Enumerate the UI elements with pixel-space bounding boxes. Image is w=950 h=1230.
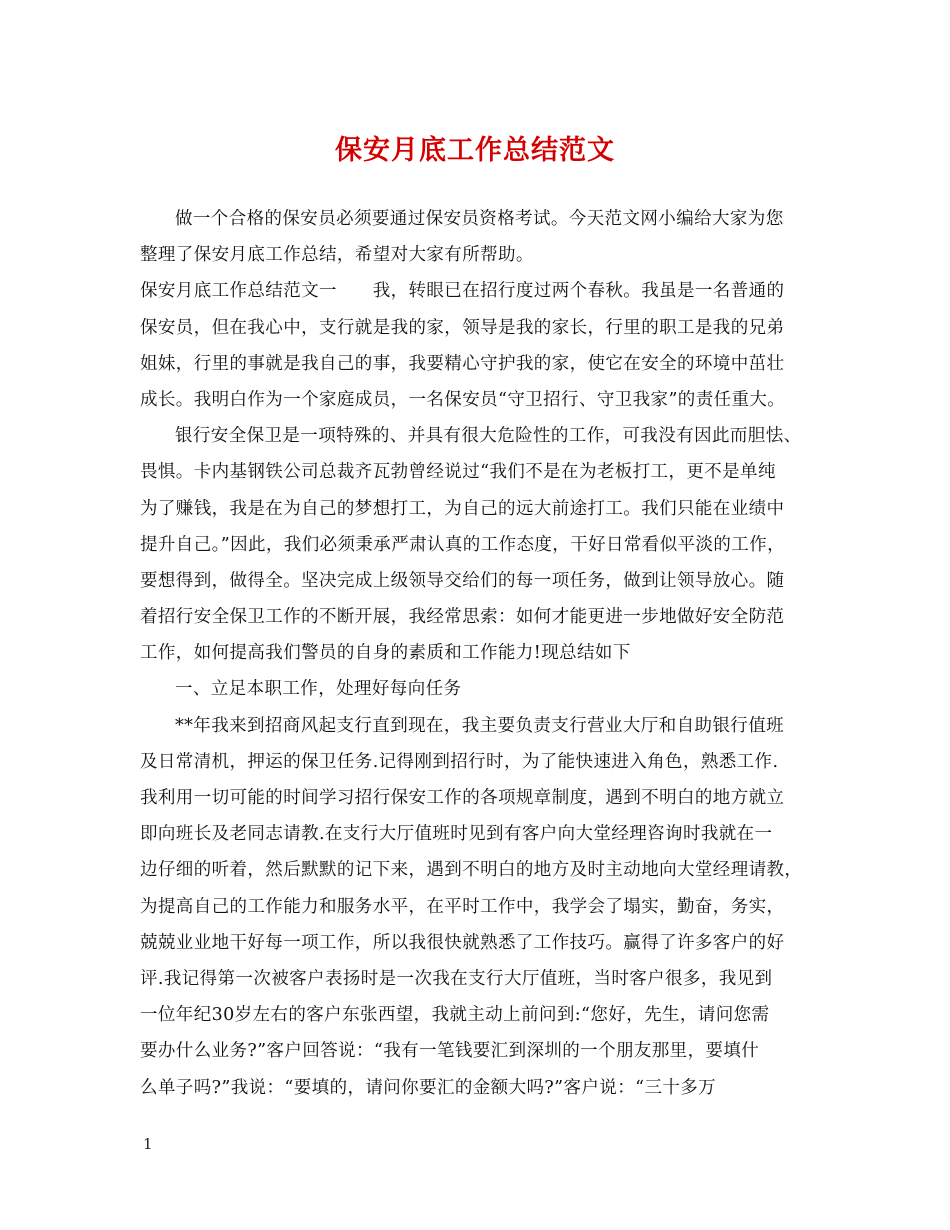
text-line: 提升自己。”因此，我们必须秉承严肃认真的工作态度，干好日常看似平淡的工作，: [140, 534, 785, 555]
text-line: 一位年纪30岁左右的客户东张西望，我就主动上前问到:“您好，先生，请问您需: [140, 1005, 770, 1026]
text-line: 做一个合格的保安员必须要通过保安员资格考试。今天范文网小编给大家为您: [175, 209, 784, 229]
text-line: 保安员，但在我心中，支行就是我的家，领导是我的家长，行里的职工是我的兄弟: [140, 317, 785, 338]
text-line: 边仔细的听着，然后默默的记下来，遇到不明白的地方及时主动地向大堂经理请教，: [140, 860, 803, 881]
text-line: 即向班长及老同志请教.在支行大厅值班时见到有客户向大堂经理咨询时我就在一: [140, 824, 773, 845]
text-line: 一、立足本职工作，处理好每向任务: [175, 679, 462, 700]
text-line: **年我来到招商风起支行直到现在，我主要负责支行营业大厅和自助银行值班: [175, 715, 784, 736]
text-line: 评.我记得第一次被客户表扬时是一次我在支行大厅值班，当时客户很多，我见到: [140, 968, 773, 989]
text-line: 畏惧。卡内基钢铁公司总裁齐瓦勃曾经说过“我们不是在为老板打工，更不是单纯: [140, 462, 776, 483]
text-line: 成长。我明白作为一个家庭成员，一名保安员“守卫招行、守卫我家”的责任重大。: [140, 389, 786, 410]
text-line: 工作，如何提高我们警员的自身的素质和工作能力!现总结如下: [140, 643, 631, 664]
text-line: 么单子吗?”我说：“要填的，请问你要汇的金额大吗?”客户说：“三十多万: [140, 1077, 717, 1098]
text-line: 着招行安全保卫工作的不断开展，我经常思索：如何才能更进一步地做好安全防范: [140, 607, 785, 628]
text-line: 及日常清机，押运的保卫任务.记得刚到招行时，为了能快速进入角色，熟悉工作.: [140, 751, 779, 772]
document-body: [140, 201, 815, 1106]
text-line: 为了赚钱，我是在为自己的梦想打工，为自己的远大前途打工。我们只能在业绩中: [140, 498, 785, 519]
text-line: 我利用一切可能的时间学习招行保安工作的各项规章制度，遇到不明白的地方就立: [140, 788, 785, 808]
text-line: 姐妹，行里的事就是我自己的事，我要精心守护我的家，使它在安全的环境中茁壮: [140, 353, 785, 374]
text-line: 要办什么业务?”客户回答说：“我有一笔钱要汇到深圳的一个朋友那里，要填什: [140, 1041, 760, 1062]
text-line: 兢兢业业地干好每一项工作，所以我很快就熟悉了工作技巧。赢得了许多客户的好: [140, 932, 785, 953]
text-line: 保安月底工作总结范文一 我，转眼已在招行度过两个春秋。我虽是一名普通的: [140, 281, 785, 302]
page-number: 1: [143, 1135, 153, 1153]
text-line: 整理了保安月底工作总结，希望对大家有所帮助。: [140, 245, 534, 266]
text-line: 银行安全保卫是一项特殊的、并具有很大危险性的工作，可我没有因此而胆怯、: [175, 426, 802, 447]
document-title: 保安月底工作总结范文: [335, 135, 615, 166]
text-line: 为提高自己的工作能力和服务水平，在平时工作中，我学会了塌实，勤奋，务实，: [140, 896, 785, 917]
text-line: 要想得到，做得全。坚决完成上级领导交给们的每一项任务，做到让领导放心。随: [140, 570, 785, 591]
